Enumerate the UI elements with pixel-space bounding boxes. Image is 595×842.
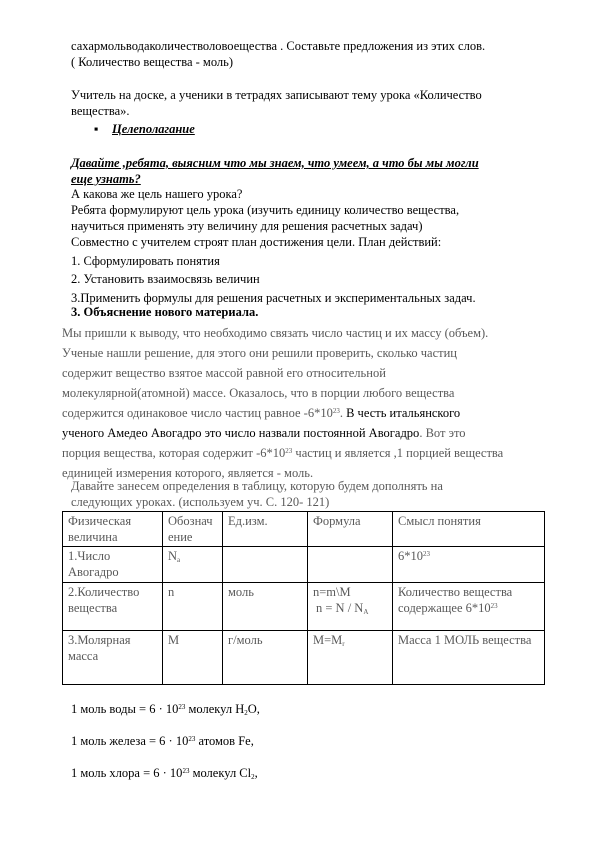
text-line: Ученые нашли решение, для этого они решили проверить, сколько частиц — [62, 346, 457, 360]
table-cell: n — [163, 583, 223, 631]
text-line: вещества». — [71, 104, 130, 118]
text-line: Совместно с учителем строят план достижения цели. План действий: — [71, 235, 442, 249]
text-line: порция вещества, которая содержит $-6*10^{23}$ частиц и является ,1 порцией вещества — [62, 446, 504, 460]
text-line: молекулярной(атомной) массе. Оказалось, что в порции любого вещества — [62, 386, 455, 400]
plan-item: 2. Установить взаимосвязь величин — [71, 272, 260, 286]
table-cell: г/моль — [223, 631, 308, 685]
text-line: сахармольводаколичестволовоещества . Составьте предложения из этих слов. — [71, 39, 486, 53]
text-line: содержит вещество взятое массой равной его относительной — [62, 366, 386, 380]
goal-block — [71, 186, 541, 250]
table-intro — [71, 478, 559, 510]
table-row — [63, 547, 545, 583]
intro-question — [71, 155, 541, 187]
header-cell: Обознач ение — [163, 512, 223, 547]
text-line: следующих уроках. (используем уч. С. 120- 121) — [71, 495, 330, 509]
section-heading-explanation: 3. Объяснение нового материала. — [71, 305, 259, 319]
text-line: Ребята формулируют цель урока (изучить единицу количество вещества, — [71, 203, 460, 217]
table-cell: 3.Молярная масса — [63, 631, 163, 685]
header-cell: Формула — [308, 512, 393, 547]
header-cell: Физическая величина — [63, 512, 163, 547]
text-line: Мы пришли к выводу, что необходимо связать число частиц и их массу (объем). — [62, 326, 489, 340]
text-line: еще узнать? — [71, 172, 141, 186]
text-line: Давайте ,ребята, выясним что мы знаем, что умеем, а что бы мы могли — [71, 156, 479, 170]
explanation-paragraph — [62, 323, 550, 483]
table-cell — [308, 547, 393, 583]
paragraph-words — [71, 38, 541, 70]
text-line: А какова же цель нашего урока? — [71, 187, 243, 201]
paragraph-topic — [71, 87, 541, 119]
header-cell: Ед.изм. — [223, 512, 308, 547]
table-cell: 2.Количество вещества — [63, 583, 163, 631]
bullet-icon: ▪ — [94, 122, 99, 136]
text-line: содержится одинаковое число частиц равное $-6*10^{23}$. В честь итальянского — [62, 406, 461, 420]
text-line: Давайте занесем определения в таблицу, которую будем дополнять на — [71, 479, 443, 493]
text-line: Учитель на доске, а ученики в тетрадях записывают тему урока «Количество — [71, 88, 482, 102]
text-line: научиться применять эту величину для решения расчетных задач) — [71, 219, 423, 233]
concepts-table — [62, 511, 545, 685]
table-row — [63, 631, 545, 685]
table-row — [63, 583, 545, 631]
plan-list — [71, 253, 541, 320]
text-line: ученого Амедео Авогадро это число назвали постоянной Авогадро. Вот это — [62, 426, 466, 440]
example-water: 1 моль воды = $6 \cdot 10^{23}$ молекул $H_2O$, — [71, 702, 260, 717]
table-cell: $6*10^{23}$ — [393, 547, 545, 583]
table-cell: 1.Число Авогадро — [63, 547, 163, 583]
table-cell: n=m\M $n = N / N_A$ — [308, 583, 393, 631]
table-cell: $M=M_r$ — [308, 631, 393, 685]
table-cell: $N_a$ — [163, 547, 223, 583]
table-cell — [223, 547, 308, 583]
text-line: единицей измерения которого, является - моль. — [62, 466, 314, 480]
table-cell: Количество вещества содержащее $6*10^{23}$ — [393, 583, 545, 631]
plan-item: 1. Сформулировать понятия — [71, 254, 220, 268]
header-cell: Смысл понятия — [393, 512, 545, 547]
example-chlorine: 1 моль хлора = $6 \cdot 10^{23}$ молекул $Cl_2$, — [71, 766, 258, 781]
plan-item: 3.Применить формулы для решения расчетных и экспериментальных задач. — [71, 291, 476, 305]
table-cell: M — [163, 631, 223, 685]
table-header-row — [63, 512, 545, 547]
example-iron: 1 моль железа = $6 \cdot 10^{23}$ атомов Fe, — [71, 734, 254, 748]
table-cell: моль — [223, 583, 308, 631]
table-cell: Масса 1 МОЛЬ вещества — [393, 631, 545, 685]
section-heading-goal: ▪ Целеполагание — [94, 122, 195, 136]
text-line: ( Количество вещества - моль) — [71, 55, 234, 69]
